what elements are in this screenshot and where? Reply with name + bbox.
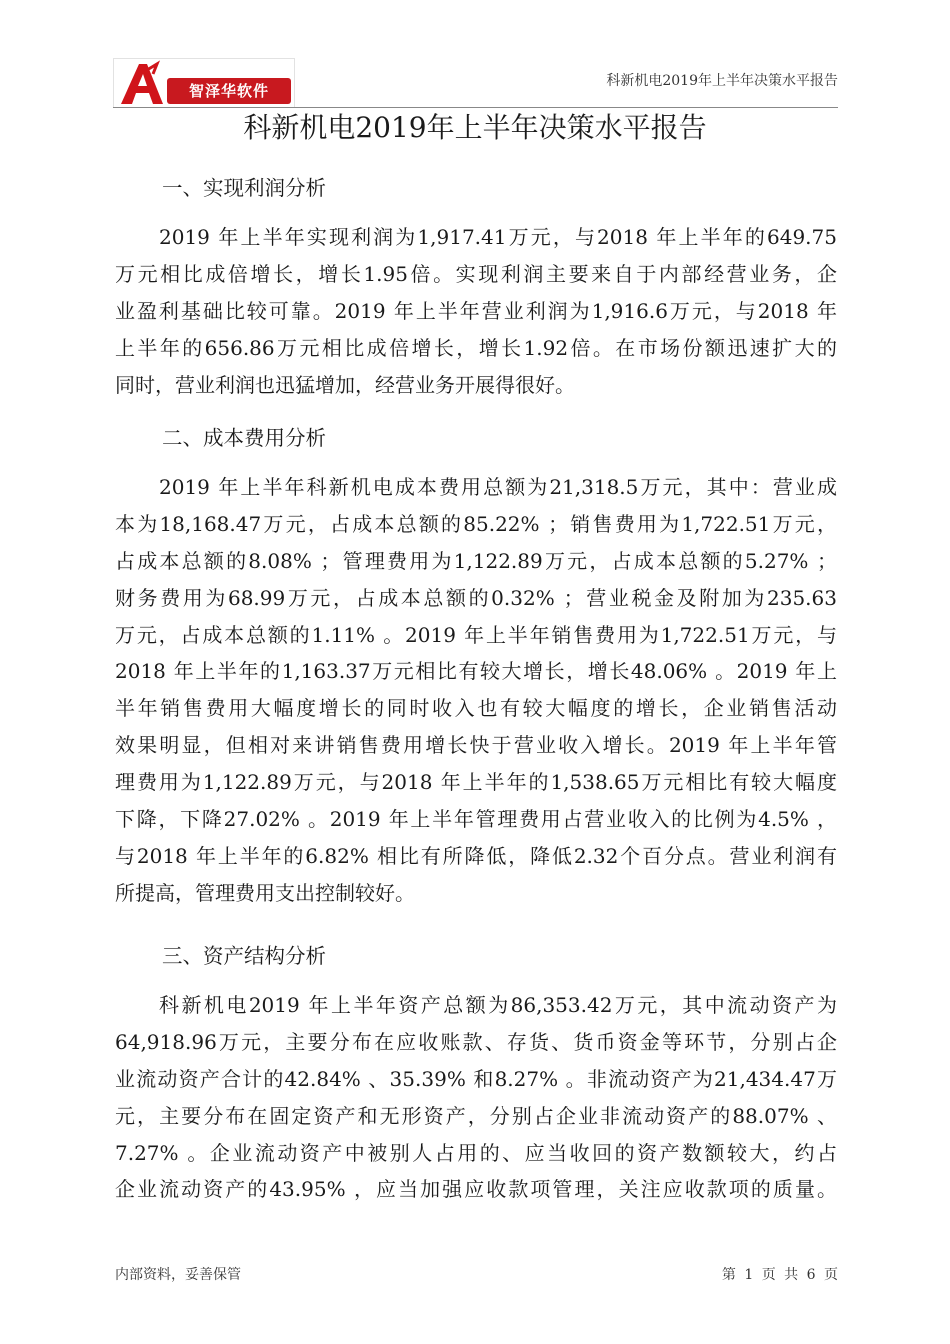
text-line: 企业流动资产的43.95% ，应当加强应收款项管理，关注应收款项的质量。 xyxy=(115,1177,837,1202)
text-line: 同时，营业利润也迅猛增加，经营业务开展得很好。 xyxy=(115,372,575,397)
company-logo xyxy=(113,58,295,108)
text-line: 科新机电2019 年上半年资产总额为86,353.42万元，其中流动资产为 xyxy=(159,993,837,1017)
text-line: 理费用为1,122.89万元，与2018 年上半年的1,538.65万元相比有较大幅度 xyxy=(115,770,837,795)
footer-page-number: 第 1 页 共 6 页 xyxy=(721,1267,838,1283)
paragraph-profit xyxy=(115,219,837,403)
text-line: 财务费用为68.99万元，占成本总额的0.32% ；营业税金及附加为235.63 xyxy=(115,585,837,610)
text-line: 2019 年上半年实现利润为1,917.41万元，与2018 年上半年的649.75 xyxy=(159,225,837,249)
text-line: 万元，占成本总额的1.11% 。2019 年上半年销售费用为1,722.51万元，与 xyxy=(115,622,837,647)
section-heading-assets: 三、资产结构分析 xyxy=(162,944,326,968)
footer-confidential-note: 内部资料，妥善保管 xyxy=(115,1267,241,1283)
text-line: 7.27% 。企业流动资产中被别人占用的、应当收回的资产数额较大，约占 xyxy=(115,1140,837,1165)
logo-text: 智泽华软件 xyxy=(167,78,291,104)
text-line: 2019 年上半年科新机电成本费用总额为21,318.5万元，其中：营业成 xyxy=(159,475,837,499)
text-line: 2018 年上半年的1,163.37万元相比有较大增长，增长48.06% 。2019 年上 xyxy=(115,659,837,684)
text-line: 业盈利基础比较可靠。2019 年上半年营业利润为1,916.6万元，与2018 年 xyxy=(115,298,837,323)
text-line: 所提高，管理费用支出控制较好。 xyxy=(115,880,415,905)
text-line: 与2018 年上半年的6.82% 相比有所降低，降低2.32个百分点。营业利润有 xyxy=(115,843,837,868)
text-line: 元，主要分布在固定资产和无形资产，分别占企业非流动资产的88.07% 、 xyxy=(115,1103,837,1128)
text-line: 本为18,168.47万元，占成本总额的85.22% ；销售费用为1,722.51万元， xyxy=(115,511,837,536)
text-line: 上半年的656.86万元相比成倍增长，增长1.92倍。在市场份额迅速扩大的 xyxy=(115,335,837,360)
text-line: 业流动资产合计的42.84% 、35.39% 和8.27% 。非流动资产为21,434.47万 xyxy=(115,1066,837,1091)
section-heading-cost: 二、成本费用分析 xyxy=(162,426,326,450)
text-line: 万元相比成倍增长，增长1.95倍。实现利润主要来自于内部经营业务，企 xyxy=(115,261,837,286)
text-line: 64,918.96万元，主要分布在应收账款、存货、货币资金等环节，分别占企 xyxy=(115,1029,837,1054)
text-line: 下降，下降27.02% 。2019 年上半年管理费用占营业收入的比例为4.5% ， xyxy=(115,807,837,832)
text-line: 占成本总额的8.08% ；管理费用为1,122.89万元，占成本总额的5.27% ； xyxy=(115,548,837,573)
document-title: 科新机电2019年上半年决策水平报告 xyxy=(243,111,707,144)
text-line: 效果明显，但相对来讲销售费用增长快于营业收入增长。2019 年上半年管 xyxy=(115,733,837,758)
paragraph-assets xyxy=(115,987,837,1208)
paragraph-cost xyxy=(115,469,837,912)
logo-a-icon xyxy=(117,60,167,106)
text-line: 半年销售费用大幅度增长的同时收入也有较大幅度的增长，企业销售活动 xyxy=(115,696,837,721)
section-heading-profit: 一、实现利润分析 xyxy=(162,176,326,200)
running-header-title: 科新机电2019年上半年决策水平报告 xyxy=(606,73,838,89)
